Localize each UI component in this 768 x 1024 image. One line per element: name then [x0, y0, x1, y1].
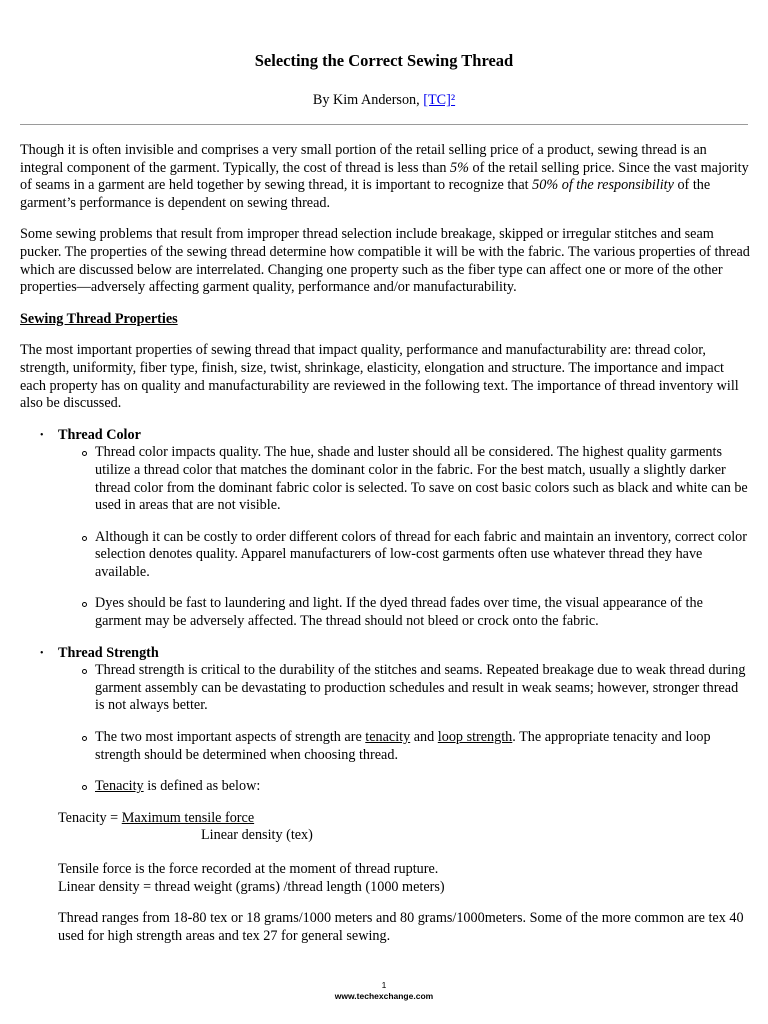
- list-item: Dyes should be fast to laundering and light. If the dyed thread fades over time, the visual appearance of the garment may be adversely affected. The thread should not bleed or crock onto the fabric.: [58, 595, 750, 630]
- linear-density-definition: Linear density = thread weight (grams) /thread length (1000 meters): [58, 878, 445, 895]
- properties-list: [20, 427, 750, 796]
- tenacity-term: tenacity: [365, 729, 411, 746]
- thread-ranges-paragraph: Thread ranges from 18-80 tex or 18 grams/1000 meters and 80 grams/1000meters. Some of the more common are tex 40 used for high strength areas and tex 27 for general sewing.: [58, 910, 744, 944]
- thread-color-sublist: [58, 444, 750, 630]
- tenacity-term: Tenacity: [95, 778, 144, 795]
- thread-strength-title: • Thread Strength: [58, 644, 159, 661]
- section-heading: Sewing Thread Properties: [20, 310, 178, 327]
- intro-text: of the retail selling price. Since the vast majority of seams in a garment are held together by sewing thread, it is important to recognize that: [20, 159, 749, 194]
- article-body: [20, 142, 750, 959]
- intro-paragraph-2: Some sewing problems that result from improper thread selection include breakage, skipped or irregular stitches and seam pucker. The properties of the sewing thread determine how compatible it will be with the fabric. The various properties of thread which are discussed below are interrelated. Changing one property such as the fiber type can affect one or more of the other properties—adversely affecting garment quality, performance and/or manufacturability.: [20, 226, 750, 296]
- thread-strength-sublist: [58, 662, 750, 796]
- list-item: [58, 778, 750, 796]
- page-number: 1: [381, 980, 387, 990]
- list-item-thread-strength: [20, 645, 750, 796]
- intro-emphasis: 5%: [450, 159, 469, 176]
- thread-color-title: • Thread Color: [58, 426, 141, 443]
- author-link[interactable]: [TC]²: [423, 92, 456, 108]
- tenacity-formula: [20, 810, 750, 845]
- horizontal-rule: [20, 124, 748, 125]
- formula-lhs: Tenacity =: [58, 809, 122, 826]
- tensile-force-definition: Tensile force is the force recorded at the moment of thread rupture.: [58, 861, 439, 877]
- intro-emphasis: 50% of the responsibility: [532, 177, 674, 194]
- item-text: The two most important aspects of strength are: [95, 729, 366, 746]
- section-intro: The most important properties of sewing thread that impact quality, performance and manufacturability are: thread color, strength, uniformity, fiber type, finish, size, twist, shrinkage, elasticity, elongation and structure. The importance and impact each property has on quality and manufacturability are reviewed in the following text. The importance of thread inventory will also be discussed.: [20, 342, 739, 412]
- intro-paragraph-1: [20, 142, 750, 212]
- list-item: [58, 729, 750, 764]
- intro-text: Though it is often invisible and comprises a very small portion of the retail selling price of a product, sewing thread is an integral component of the garment. Typically, the cost of thread is less than: [20, 142, 707, 176]
- byline: [0, 92, 768, 110]
- formula-denominator: Linear density (tex): [201, 827, 313, 844]
- page-footer: [0, 980, 768, 1002]
- item-text: is defined as below:: [143, 778, 261, 795]
- item-text: and: [410, 729, 438, 746]
- list-item: Although it can be costly to order different colors of thread for each fabric and maintain an inventory, correct color selection denotes quality. Apparel manufacturers of low-cost garments often use whatever thread they have available.: [58, 529, 750, 582]
- intro-text: of the garment’s performance is dependent on sewing thread.: [20, 177, 711, 211]
- definitions: [20, 861, 750, 896]
- list-item: Thread color impacts quality. The hue, shade and luster should all be considered. The highest quality garments utilize a thread color that matches the dominant color in the fabric. For the best match, usually a slightly darker thread color from the dominant fabric color is selected. To save on cost basic colors such as black and white can be used in areas that are not visible.: [58, 444, 750, 514]
- list-item: Thread strength is critical to the durability of the stitches and seams. Repeated breakage due to weak thread during garment assembly can be devastating to production schedules and result in weak seams; however, stronger thread is not always better.: [58, 662, 750, 715]
- item-text: . The appropriate tenacity and loop strength should be determined when choosing thread.: [95, 729, 711, 763]
- list-item-thread-color: [20, 427, 750, 631]
- document-title: Selecting the Correct Sewing Thread: [254, 51, 514, 70]
- author-text: By Kim Anderson,: [312, 92, 424, 108]
- formula-numerator: Maximum tensile force: [121, 809, 255, 826]
- loop-strength-term: loop strength: [437, 729, 513, 746]
- footer-website: www.techexchange.com: [334, 991, 434, 1001]
